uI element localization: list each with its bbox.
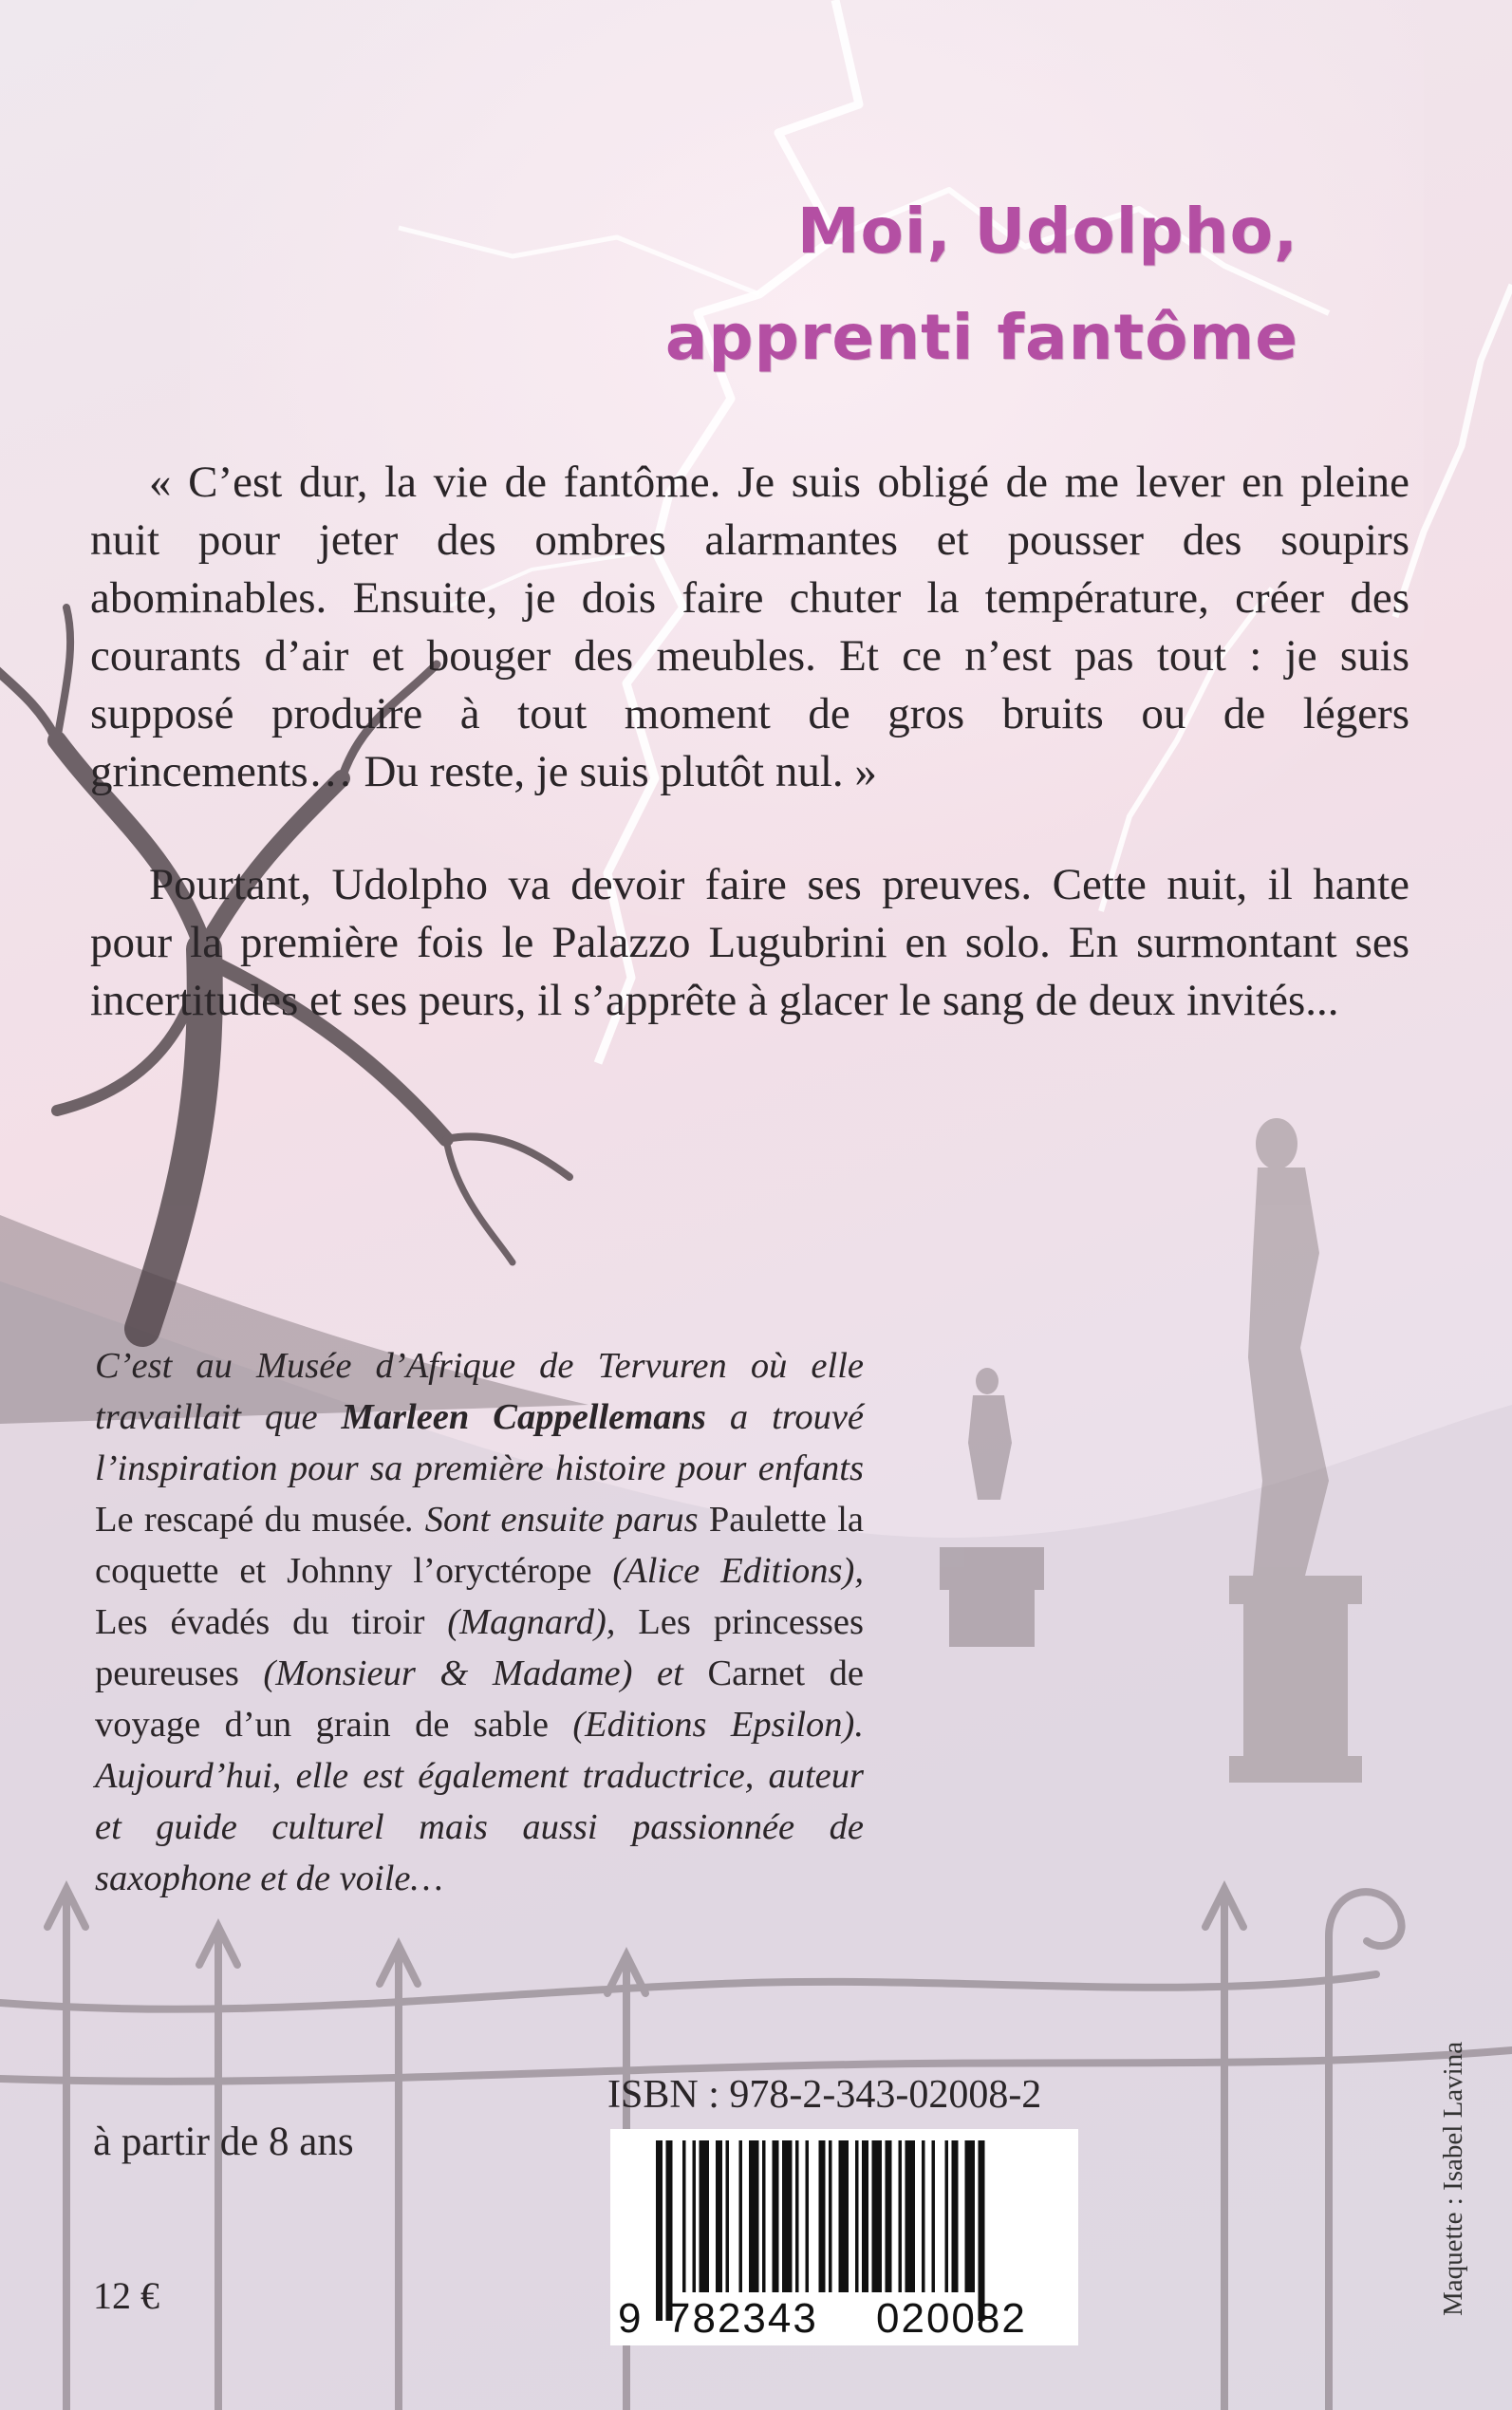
publisher: (Magnard),: [424, 1602, 639, 1642]
bio-text: C’est au Musée d’Afrique de Tervuren où elle travaillait que: [95, 1346, 864, 1437]
barcode-bar: [899, 2140, 903, 2292]
barcode-bar: [682, 2140, 686, 2292]
barcode-bar: [965, 2140, 976, 2292]
barcode: [610, 2129, 1078, 2345]
barcode-bar: [979, 2140, 985, 2321]
barcode-bar: [922, 2140, 925, 2292]
blurb-summary: Pourtant, Udolpho va devoir faire ses preuves. Cette nuit, il hante pour la première fois le Palazzo Lugubrini en solo. En surmontant ses incertitudes et ses peurs, il s’apprête à glacer le sang de deux invités...: [90, 860, 1409, 1025]
barcode-bar: [726, 2140, 730, 2292]
barcode-first-digit: 9: [618, 2295, 642, 2342]
barcode-left-digits: 782343: [667, 2295, 818, 2342]
book-title: Johnny l’oryctérope: [287, 1551, 592, 1591]
book-title: Les princesses peureuses: [95, 1602, 864, 1693]
barcode-bar: [839, 2140, 849, 2292]
barcode-bar: [855, 2140, 859, 2292]
bio-text: et: [218, 1551, 288, 1591]
barcode-bar: [862, 2140, 868, 2292]
author-name: Marleen Cappellemans: [341, 1397, 706, 1437]
barcode-bar: [886, 2140, 892, 2292]
bio-text: . Sont ensuite parus: [404, 1500, 709, 1540]
barcode-bar: [905, 2140, 916, 2292]
design-credit: Maquette : Isabel Lavina: [1438, 2041, 1468, 2316]
publisher: (Monsieur & Madame) et: [238, 1653, 708, 1693]
publisher: (Alice Editions),: [591, 1551, 864, 1591]
bio-text: (Editions Epsilon). Aujourd’hui, elle est également traductrice, auteur et guide culturel mais aussi passionnée de saxophone et de voile…: [95, 1705, 865, 1898]
barcode-bar: [666, 2140, 673, 2321]
isbn: ISBN : 978-2-343-02008-2: [607, 2073, 1042, 2117]
barcode-bar: [739, 2140, 743, 2292]
statue-large: [1229, 1118, 1362, 1783]
book-title: Carnet de voyage d’un grain de sable: [95, 1653, 864, 1745]
barcode-bar: [716, 2140, 722, 2292]
barcode-right-digits: 020082: [876, 2295, 1027, 2342]
barcode-bar: [700, 2140, 710, 2292]
barcode-bar: [795, 2140, 799, 2292]
age-range: à partir de 8 ans: [93, 2120, 354, 2164]
title-line-2: apprenti fantôme: [664, 301, 1298, 374]
barcode-bar: [952, 2140, 959, 2292]
book-title: Les évadés du tiroir: [95, 1602, 425, 1642]
barcode-bar: [872, 2140, 883, 2292]
barcode-bar: [749, 2140, 759, 2292]
barcode-bar: [945, 2140, 949, 2292]
book-title: Paulette la coquette: [95, 1500, 864, 1591]
barcode-bar: [782, 2140, 793, 2292]
blurb-quote: « C’est dur, la vie de fantôme. Je suis obligé de me lever en pleine nuit pour jeter des ombres alarmantes et pousser des soupirs abominables. Ensuite, je dois faire chuter la température, créer des courants d’air et bouger des meubles. Et ce n’est pas tout : je suis supposé produire à tout moment de gros bruits ou de légers grincements… Du reste, je suis plutôt nul. »: [90, 458, 1409, 796]
title-line-1: Moi, Udolpho,: [796, 195, 1298, 268]
barcode-bar: [773, 2140, 779, 2292]
barcode-bar: [806, 2140, 810, 2292]
statue-small: [940, 1368, 1044, 1647]
barcode-bar: [656, 2140, 663, 2321]
barcode-bar: [762, 2140, 766, 2292]
book-title: Le rescapé du musée: [95, 1500, 405, 1540]
price: 12 €: [93, 2274, 159, 2317]
author-bio: [95, 1340, 864, 1904]
barcode-bar: [932, 2140, 936, 2292]
barcode-bar: [829, 2140, 832, 2292]
barcode-bar: [819, 2140, 826, 2292]
barcode-bar: [693, 2140, 697, 2292]
bio-text: a trouvé l’inspiration pour sa première histoire pour enfants: [95, 1397, 865, 1488]
